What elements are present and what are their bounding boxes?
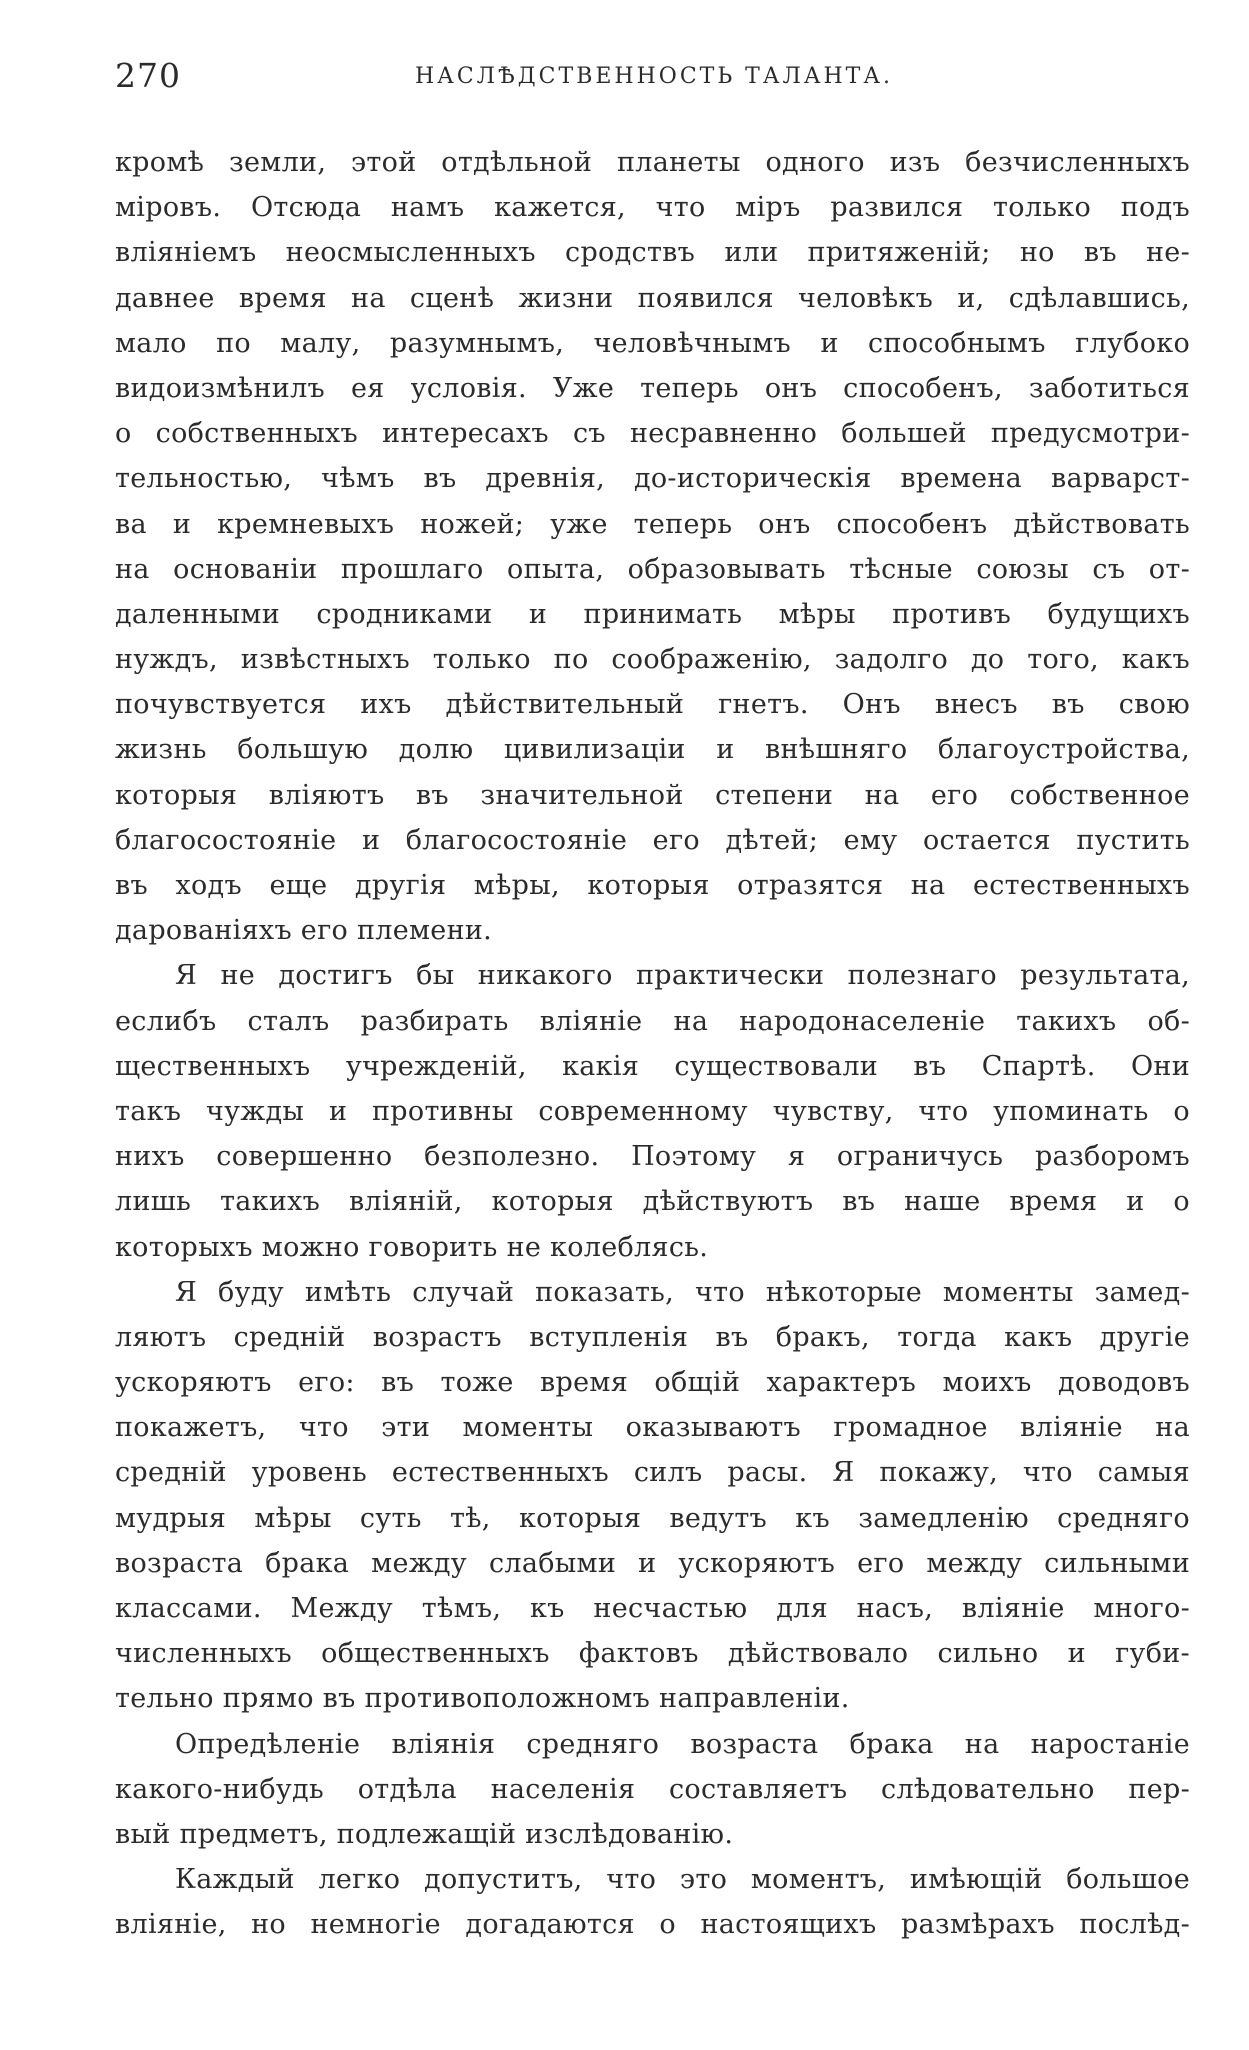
text-line: тельностью, чѣмъ въ древнія, до-историческія времена варварст- bbox=[115, 463, 1190, 495]
text-line: Опредѣленіе вліянія средняго возраста брака на наростаніе bbox=[175, 1728, 1190, 1760]
text-line: тельно прямо въ противоположномъ направленіи. bbox=[115, 1683, 850, 1715]
text-line: жизнь большую долю цивилизаціи и внѣшняго благоустройства, bbox=[115, 734, 1190, 766]
text-line: Я буду имѣть случай показать, что нѣкоторые моменты замед- bbox=[175, 1276, 1190, 1308]
text-line: почувствуется ихъ дѣйствительный гнетъ. Онъ внесъ въ свою bbox=[115, 689, 1190, 721]
text-line: численныхъ общественныхъ фактовъ дѣйствовало сильно и губи- bbox=[115, 1638, 1190, 1670]
text-line: такъ чужды и противны современному чувству, что упоминать о bbox=[115, 1095, 1190, 1127]
text-line: еслибъ сталъ разбирать вліяніе на народонаселеніе такихъ об- bbox=[115, 1005, 1190, 1037]
text-line: вліяніе, но немногіе догадаются о настоящихъ размѣрахъ послѣд- bbox=[115, 1909, 1190, 1941]
text-line: ляютъ средній возрастъ вступленія въ бракъ, тогда какъ другіе bbox=[115, 1321, 1190, 1353]
page-header bbox=[115, 56, 1190, 106]
text-line: благосостояніе и благосостояніе его дѣтей; ему остается пустить bbox=[115, 824, 1190, 856]
text-line: которыя вліяютъ въ значительной степени на его собственное bbox=[115, 779, 1190, 811]
text-line: кромѣ земли, этой отдѣльной планеты одного изъ безчисленныхъ bbox=[115, 147, 1190, 178]
text-line: лишь такихъ вліяній, которыя дѣйствуютъ въ наше время и о bbox=[115, 1186, 1190, 1218]
text-line: Я не достигъ бы никакого практически полезнаго результата, bbox=[175, 960, 1190, 992]
text-line: покажетъ, что эти моменты оказываютъ громадное вліяніе на bbox=[115, 1412, 1190, 1444]
text-line: видоизмѣнилъ ея условія. Уже теперь онъ способенъ, заботиться bbox=[115, 372, 1190, 404]
page-number: 270 bbox=[115, 56, 181, 95]
body-text bbox=[115, 140, 1190, 1948]
text-line: классами. Между тѣмъ, къ несчастью для насъ, вліяніе много- bbox=[115, 1593, 1190, 1624]
text-line: какого-нибудь отдѣла населенія составляетъ слѣдовательно пер- bbox=[115, 1773, 1190, 1805]
text-line: которыхъ можно говорить не колеблясь. bbox=[115, 1231, 709, 1263]
text-line: мало по малу, разумнымъ, человѣчнымъ и способнымъ глубоко bbox=[115, 327, 1190, 359]
text-line: нихъ совершенно безполезно. Поэтому я ограничусь разборомъ bbox=[115, 1141, 1190, 1173]
text-line: нуждъ, извѣстныхъ только по соображенію, задолго до того, какъ bbox=[115, 644, 1190, 676]
text-line: ва и кремневыхъ ножей; уже теперь онъ способенъ дѣйствовать bbox=[115, 508, 1190, 540]
text-line: щественныхъ учрежденій, какія существовали въ Спартѣ. Они bbox=[115, 1050, 1190, 1082]
text-line: на основаніи прошлаго опыта, образовывать тѣсные союзы съ от- bbox=[115, 553, 1190, 585]
text-line: міровъ. Отсюда намъ кажется, что міръ развился только подъ bbox=[115, 192, 1190, 224]
running-title: НАСЛѢДСТВЕННОСТЬ ТАЛАНТА. bbox=[415, 64, 894, 89]
text-line: о собственныхъ интересахъ съ несравненно большей предусмотри- bbox=[115, 418, 1190, 450]
text-line: средній уровень естественныхъ силъ расы. Я покажу, что самыя bbox=[115, 1457, 1190, 1489]
text-line: давнее время на сценѣ жизни появился человѣкъ и, сдѣлавшись, bbox=[115, 282, 1190, 314]
text-line: въ ходъ еще другія мѣры, которыя отразятся на естественныхъ bbox=[115, 870, 1190, 901]
text-line: Каждый легко допуститъ, что это моментъ, имѣющій большое bbox=[175, 1864, 1190, 1896]
text-line: вый предметъ, подлежащій изслѣдованію. bbox=[115, 1818, 734, 1850]
text-line: мудрыя мѣры суть тѣ, которыя ведутъ къ замедленію средняго bbox=[115, 1502, 1190, 1534]
text-line: возраста брака между слабыми и ускоряютъ его между сильными bbox=[115, 1547, 1190, 1579]
text-line: вліяніемъ неосмысленныхъ сродствъ или притяженій; но въ не- bbox=[115, 237, 1190, 269]
text-line: дарованіяхъ его племени. bbox=[115, 915, 493, 947]
text-line: даленными сродниками и принимать мѣры противъ будущихъ bbox=[115, 598, 1190, 630]
text-line: ускоряютъ его: въ тоже время общій характеръ моихъ доводовъ bbox=[115, 1367, 1190, 1399]
